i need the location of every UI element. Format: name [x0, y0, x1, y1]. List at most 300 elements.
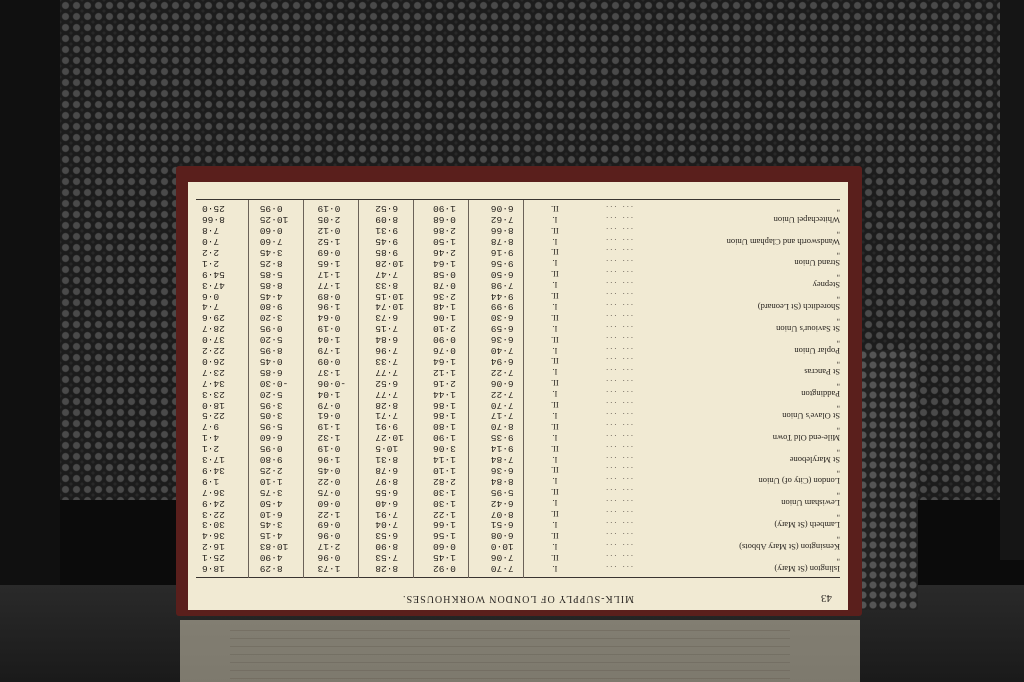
value-cell: 0·79 [317, 399, 341, 411]
value-cell: 17·3 [202, 454, 225, 466]
value-cell: -0·06 [317, 377, 347, 389]
union-name: Shoreditch (St Leonard) [757, 301, 840, 312]
value-cell: 8·85 [259, 279, 283, 291]
value-cell: 10·27 [375, 432, 404, 444]
value-cell: 1·17 [317, 268, 341, 280]
sample-number: I. [552, 258, 558, 269]
value-cell: 22·2 [202, 345, 225, 357]
value-cell: 9·80 [259, 301, 283, 313]
value-cell: 0·90 [433, 334, 456, 346]
table-row [196, 520, 840, 531]
value-cell: 7·70 [490, 399, 514, 411]
value-cell: 8·70 [490, 421, 514, 433]
leader-dots: ... ... [604, 563, 633, 574]
value-cell: 7·22 [490, 366, 514, 378]
leader-dots: ... ... [604, 291, 633, 302]
table-row [196, 552, 840, 563]
value-cell: 2·05 [317, 214, 341, 226]
value-cell: 7·15 [375, 323, 399, 335]
dark-background-right [1000, 0, 1024, 560]
value-cell: 1·80 [433, 421, 456, 433]
value-cell: 9·85 [375, 246, 399, 258]
value-cell: 4·45 [259, 290, 283, 302]
value-cell: 4·50 [259, 497, 283, 509]
value-cell: 7·70 [490, 563, 514, 575]
value-cell: 6·06 [490, 377, 514, 389]
union-name: Wandsworth and Clapham Union [726, 236, 840, 247]
value-cell: 6·42 [490, 497, 514, 509]
union-name: Stepney [812, 280, 840, 291]
union-name: " [836, 247, 840, 258]
table-row [196, 400, 840, 411]
value-cell: 8·66 [202, 214, 225, 226]
leader-dots: ... ... [604, 530, 633, 541]
value-cell: 0·6 [202, 290, 220, 302]
value-cell: 1·64 [433, 355, 456, 367]
value-cell: 10·25 [259, 214, 289, 226]
value-cell: 2·17 [317, 541, 341, 553]
value-cell: 30·3 [202, 519, 225, 531]
value-cell: 1·66 [433, 519, 456, 531]
value-cell: 1·52 [317, 236, 341, 248]
value-cell: 1·56 [433, 530, 456, 542]
value-cell: 10·83 [259, 541, 289, 553]
value-cell: 2·82 [433, 475, 456, 487]
table-row [196, 411, 840, 422]
union-name: St Olave's Union [782, 410, 840, 421]
value-cell: 1·96 [317, 301, 341, 313]
value-cell: 36·7 [202, 486, 225, 498]
sample-number: II. [550, 378, 559, 389]
sample-number: II. [550, 421, 559, 432]
value-cell: 5·95 [490, 486, 514, 498]
sample-number: I. [552, 367, 558, 378]
union-name: London (City of) Union [758, 476, 840, 487]
leader-dots: ... ... [604, 203, 633, 214]
value-cell: 1·48 [433, 301, 456, 313]
value-cell: 0·19 [317, 323, 341, 335]
leader-dots: ... ... [604, 312, 633, 323]
value-cell: 7·53 [375, 552, 399, 564]
union-name: Lewisham Union [781, 498, 840, 509]
leader-dots: ... ... [604, 541, 633, 552]
value-cell: 0·22 [317, 475, 341, 487]
table-row [196, 487, 840, 498]
value-cell: 6·59 [490, 323, 514, 335]
running-head: MILK-SUPPLY OF LONDON WORKHOUSES. [402, 593, 635, 605]
value-cell: 7·77 [375, 388, 399, 400]
value-cell: 7·33 [375, 355, 399, 367]
value-cell: 0·96 [317, 552, 341, 564]
value-cell: 6·36 [490, 334, 514, 346]
value-cell: 5·85 [259, 268, 283, 280]
value-cell: 9·35 [490, 432, 514, 444]
value-cell: 7·98 [490, 279, 514, 291]
value-cell: 3·95 [259, 399, 283, 411]
value-cell: 1·04 [317, 388, 341, 400]
value-cell: 8·28 [375, 399, 399, 411]
value-cell: 3·45 [259, 246, 283, 258]
value-cell: 3·05 [259, 410, 283, 422]
value-cell: 1·22 [433, 508, 456, 520]
union-name: " [836, 225, 840, 236]
value-cell: 6·55 [375, 486, 399, 498]
value-cell: 4·90 [259, 552, 283, 564]
leader-dots: ... ... [604, 214, 633, 225]
value-cell: 8·29 [259, 563, 283, 575]
value-cell: 0·60 [317, 497, 341, 509]
value-cell: 6·84 [375, 334, 399, 346]
sample-number: II. [550, 334, 559, 345]
value-cell: 28·7 [202, 323, 225, 335]
book-page [188, 182, 848, 610]
sample-number: II. [550, 443, 559, 454]
union-name: " [836, 400, 840, 411]
value-cell: 8·84 [490, 475, 514, 487]
value-cell: 9·45 [375, 236, 399, 248]
leader-dots: ... ... [604, 345, 633, 356]
value-cell: 9·16 [490, 246, 514, 258]
value-cell: 0·19 [317, 203, 341, 215]
value-cell: 29·6 [202, 312, 225, 324]
value-cell: 7·96 [375, 345, 399, 357]
value-cell: 0·78 [433, 279, 456, 291]
value-cell: 7·4 [202, 301, 220, 313]
value-cell: 2·2 [202, 246, 220, 258]
value-cell: 9·56 [490, 257, 514, 269]
table-row [196, 509, 840, 520]
value-cell: 1·19 [317, 421, 341, 433]
value-cell: 0·45 [317, 464, 341, 476]
union-name: St Pancras [804, 367, 840, 378]
value-cell: 6·53 [375, 530, 399, 542]
table-row [196, 563, 840, 574]
value-cell: 8·28 [375, 563, 399, 575]
leader-dots: ... ... [604, 225, 633, 236]
sample-number: I. [552, 541, 558, 552]
value-cell: 3·20 [259, 312, 283, 324]
value-cell: 16·2 [202, 541, 225, 553]
union-name: " [836, 269, 840, 280]
union-name: " [836, 552, 840, 563]
page-number: 43 [821, 592, 832, 604]
value-cell: 10·15 [375, 290, 404, 302]
leader-dots: ... ... [604, 421, 633, 432]
value-cell: 0·64 [317, 312, 341, 324]
leader-dots: ... ... [604, 269, 633, 280]
sample-number: II. [550, 203, 559, 214]
value-cell: 8·09 [375, 214, 399, 226]
union-name: " [836, 487, 840, 498]
sample-number: II. [550, 312, 559, 323]
sample-number: I. [552, 563, 558, 574]
value-cell: 8·78 [490, 236, 514, 248]
value-cell: 23·7 [202, 366, 225, 378]
union-name: " [836, 356, 840, 367]
value-cell: 0·95 [259, 323, 283, 335]
sample-number: II. [550, 465, 559, 476]
value-cell: 10·74 [375, 301, 404, 313]
table-row [196, 443, 840, 454]
table-bottom-rule [196, 199, 840, 200]
table-row [196, 378, 840, 389]
value-cell: 6·51 [490, 519, 514, 531]
sample-number: I. [552, 323, 558, 334]
value-cell: 1·04 [317, 334, 341, 346]
value-cell: 54·9 [202, 268, 225, 280]
table-top-rule [196, 577, 840, 578]
value-cell: 0·58 [433, 268, 456, 280]
value-cell: 0·45 [259, 355, 283, 367]
value-cell: 2·1 [202, 257, 220, 269]
union-name: Kensington (St Mary Abbots) [739, 541, 840, 552]
table-row [196, 334, 840, 345]
value-cell: 3·06 [433, 443, 456, 455]
table-row [196, 465, 840, 476]
table-row [196, 312, 840, 323]
sample-number: I. [552, 236, 558, 247]
sample-number: II. [550, 247, 559, 258]
table-row [196, 291, 840, 302]
sample-number: I. [552, 476, 558, 487]
value-cell: 5·20 [259, 388, 283, 400]
value-cell: 6·40 [375, 497, 399, 509]
value-cell: 9·7 [202, 421, 220, 433]
leader-dots: ... ... [604, 323, 633, 334]
sample-number: II. [550, 356, 559, 367]
leader-dots: ... ... [604, 280, 633, 291]
sample-number: II. [550, 552, 559, 563]
leader-dots: ... ... [604, 432, 633, 443]
value-cell: 8·66 [490, 225, 514, 237]
value-cell: 6·94 [490, 355, 514, 367]
table-row [196, 247, 840, 258]
value-cell: 7·06 [490, 552, 514, 564]
table-row [196, 236, 840, 247]
value-cell: 1·10 [433, 464, 456, 476]
leader-dots: ... ... [604, 258, 633, 269]
union-name: St Marylebone [789, 454, 840, 465]
union-name: " [836, 378, 840, 389]
value-cell: 1·90 [433, 203, 456, 215]
leader-dots: ... ... [604, 552, 633, 563]
table-row [196, 541, 840, 552]
value-cell: 47·3 [202, 279, 225, 291]
value-cell: 6·36 [490, 464, 514, 476]
union-name: Whitechapel Union [773, 214, 840, 225]
value-cell: 0·69 [317, 246, 341, 258]
value-cell: 7·17 [490, 410, 514, 422]
leader-dots: ... ... [604, 410, 633, 421]
union-name: St Saviour's Union [776, 323, 840, 334]
sample-number: I. [552, 410, 558, 421]
value-cell: 7·22 [490, 388, 514, 400]
table-row [196, 280, 840, 291]
value-cell: 2·36 [433, 290, 456, 302]
value-cell: 7·40 [490, 345, 514, 357]
value-cell: 1·90 [433, 432, 456, 444]
table-row [196, 269, 840, 280]
value-cell: 1·64 [433, 257, 456, 269]
table-row [196, 498, 840, 509]
value-cell: 9·80 [259, 454, 283, 466]
value-cell: 26·0 [202, 355, 225, 367]
value-cell: 8·25 [259, 257, 283, 269]
union-name: " [836, 443, 840, 454]
value-cell: 0·76 [433, 345, 456, 357]
value-cell: 0·89 [317, 290, 341, 302]
value-cell: 7·77 [375, 366, 399, 378]
value-cell: 7·91 [375, 508, 399, 520]
value-cell: 0·19 [317, 443, 341, 455]
value-cell: 2·46 [433, 246, 456, 258]
sample-number: II. [550, 225, 559, 236]
value-cell: 1·37 [317, 366, 341, 378]
value-cell: 18·6 [202, 563, 225, 575]
union-name: " [836, 530, 840, 541]
value-cell: 0·68 [433, 214, 456, 226]
sample-number: II. [550, 400, 559, 411]
table-row [196, 367, 840, 378]
leader-dots: ... ... [604, 487, 633, 498]
union-name: " [836, 203, 840, 214]
leader-dots: ... ... [604, 454, 633, 465]
sample-number: I. [552, 280, 558, 291]
table-row [196, 432, 840, 443]
value-cell: 5·20 [259, 334, 283, 346]
leader-dots: ... ... [604, 367, 633, 378]
value-cell: 24·9 [202, 497, 225, 509]
value-cell: 23·3 [202, 388, 225, 400]
value-cell: 2·25 [259, 464, 283, 476]
table-row [196, 356, 840, 367]
value-cell: 1·30 [433, 497, 456, 509]
value-cell: 0·09 [317, 355, 341, 367]
facing-page-reflection-lines [230, 630, 790, 680]
value-cell: 10·28 [375, 257, 404, 269]
value-cell: 5·95 [259, 421, 283, 433]
value-cell: 1·22 [317, 508, 341, 520]
value-cell: 8·97 [375, 475, 399, 487]
value-cell: 22·3 [202, 508, 225, 520]
leader-dots: ... ... [604, 400, 633, 411]
value-cell: 1·50 [433, 236, 456, 248]
value-cell: 0·96 [317, 530, 341, 542]
table-row [196, 323, 840, 334]
sample-number: I. [552, 345, 558, 356]
value-cell: 10·0 [490, 541, 514, 553]
sample-number: I. [552, 389, 558, 400]
leader-dots: ... ... [604, 301, 633, 312]
value-cell: 1·96 [317, 454, 341, 466]
union-name: " [836, 334, 840, 345]
table-row [196, 454, 840, 465]
value-cell: 1·73 [317, 563, 341, 575]
leader-dots: ... ... [604, 247, 633, 258]
leader-dots: ... ... [604, 334, 633, 345]
value-cell: 2·86 [433, 225, 456, 237]
union-name: Strand Union [794, 258, 840, 269]
leader-dots: ... ... [604, 509, 633, 520]
table-row [196, 258, 840, 269]
value-cell: 6·52 [375, 377, 399, 389]
value-cell: 8·33 [375, 279, 399, 291]
sample-number: II. [550, 487, 559, 498]
table-row [196, 203, 840, 214]
value-cell: 1·86 [433, 410, 456, 422]
leader-dots: ... ... [604, 519, 633, 530]
table-row [196, 345, 840, 356]
value-cell: 6·73 [375, 312, 399, 324]
value-cell: 7·62 [490, 214, 514, 226]
value-cell: 4·15 [259, 530, 283, 542]
union-name: " [836, 421, 840, 432]
value-cell: 9·14 [490, 443, 514, 455]
value-cell: 0·12 [317, 225, 341, 237]
table-row [196, 476, 840, 487]
value-cell: 8·31 [375, 454, 399, 466]
value-cell: 1·14 [433, 454, 456, 466]
value-cell: 37·0 [202, 334, 225, 346]
rotated-page-content [188, 182, 848, 610]
table-row [196, 389, 840, 400]
value-cell: 0·69 [317, 519, 341, 531]
value-cell: 2·16 [433, 377, 456, 389]
table-row [196, 214, 840, 225]
sample-number: II. [550, 291, 559, 302]
sample-number: I. [552, 301, 558, 312]
value-cell: 6·85 [259, 366, 283, 378]
leader-dots: ... ... [604, 443, 633, 454]
value-cell: 8·07 [490, 508, 514, 520]
value-cell: 1·30 [433, 486, 456, 498]
value-cell: 0·95 [259, 443, 283, 455]
leader-dots: ... ... [604, 236, 633, 247]
leader-dots: ... ... [604, 465, 633, 476]
value-cell: 6·52 [375, 203, 399, 215]
value-cell: 3·75 [259, 486, 283, 498]
value-cell: 3·45 [259, 519, 283, 531]
union-name: Poplar Union [794, 345, 840, 356]
value-cell: 18·0 [202, 399, 225, 411]
value-cell: 7·04 [375, 519, 399, 531]
sample-number: I. [552, 214, 558, 225]
sample-number: I. [552, 519, 558, 530]
value-cell: -0·30 [259, 377, 289, 389]
union-name: Lambeth (St Mary) [774, 519, 840, 530]
union-name: " [836, 509, 840, 520]
sample-number: II. [550, 509, 559, 520]
value-cell: 0·75 [317, 486, 341, 498]
value-cell: 0·92 [433, 563, 456, 575]
value-cell: 9·99 [490, 301, 514, 313]
perforated-grille-right [858, 350, 918, 610]
value-cell: 1·77 [317, 279, 341, 291]
sample-number: I. [552, 432, 558, 443]
value-cell: 0·95 [259, 203, 283, 215]
value-cell: 34·9 [202, 464, 225, 476]
value-cell: 6·78 [375, 464, 399, 476]
sample-number: II. [550, 269, 559, 280]
union-name: Islington (St Mary) [774, 563, 840, 574]
union-name: " [836, 312, 840, 323]
value-cell: 1·44 [433, 388, 456, 400]
value-cell: 1·32 [317, 432, 341, 444]
leader-dots: ... ... [604, 378, 633, 389]
value-cell: 6·50 [490, 268, 514, 280]
value-cell: 4·1 [202, 432, 220, 444]
value-cell: 1·79 [317, 345, 341, 357]
